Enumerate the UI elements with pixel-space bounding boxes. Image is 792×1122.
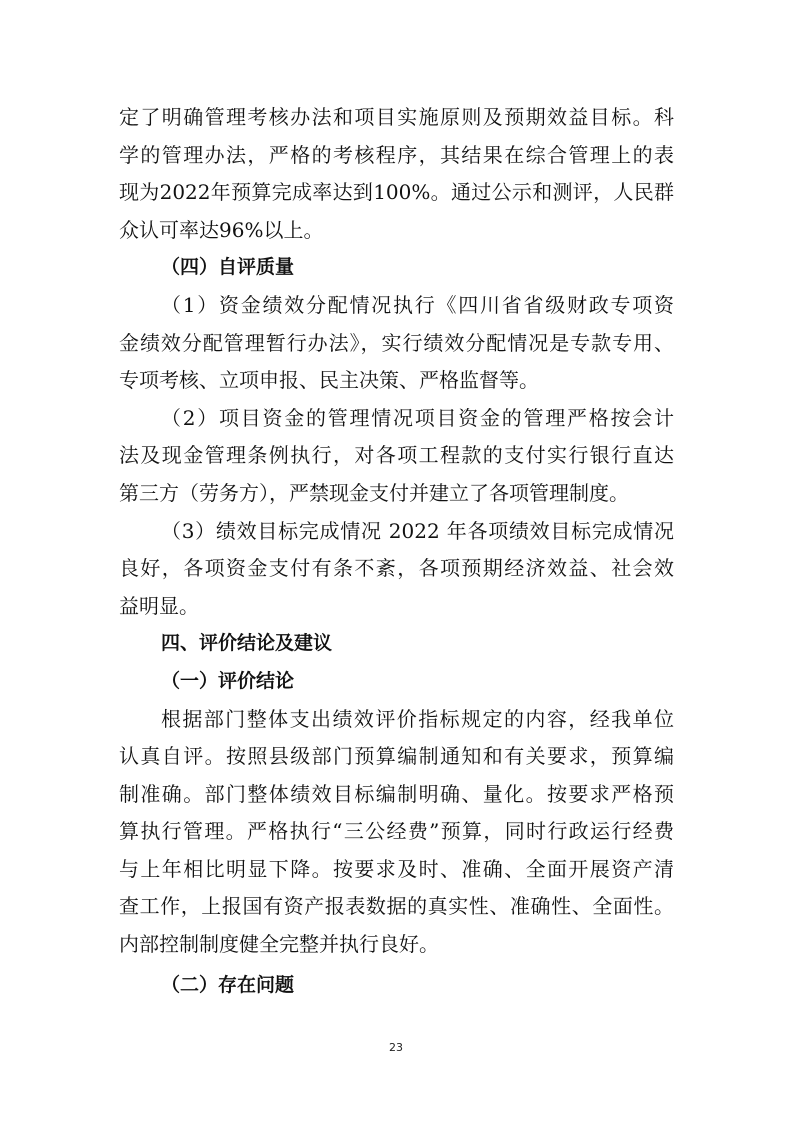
- page-number: 23: [389, 1041, 403, 1054]
- body-line: 认真自评。按照县级部门预算编制通知和有关要求，预算编: [119, 744, 674, 769]
- body-line: 学的管理办法，严格的考核程序，其结果在综合管理上的表: [119, 142, 674, 167]
- body-line: 益明显。: [119, 593, 199, 618]
- body-line: 专项考核、立项申报、民主决策、严格监督等。: [119, 368, 539, 393]
- subsection-heading-evaluation-conclusion: （一）评价结论: [161, 669, 295, 692]
- body-line: 现为2022年预算完成率达到100%。通过公示和测评，人民群: [119, 180, 674, 205]
- body-line: （2）项目资金的管理情况项目资金的管理严格按会计: [161, 405, 674, 430]
- body-line: 查工作，上报国有资产报表数据的真实性、准确性、全面性。: [119, 894, 674, 919]
- body-line: 法及现金管理条例执行，对各项工程款的支付实行银行直达: [119, 443, 674, 468]
- body-line: 内部控制制度健全完整并执行良好。: [119, 932, 439, 957]
- body-line: 众认可率达96%以上。: [119, 217, 324, 242]
- body-line: 与上年相比明显下降。按要求及时、准确、全面开展资产清: [119, 856, 674, 881]
- subsection-heading-existing-problems: （二）存在问题: [161, 973, 295, 996]
- section-heading-conclusions: 四、评价结论及建议: [161, 632, 333, 655]
- body-line: 金绩效分配管理暂行办法》，实行绩效分配情况是专款专用、: [119, 330, 674, 355]
- body-line: 第三方（劳务方），严禁现金支付并建立了各项管理制度。: [119, 480, 629, 505]
- page-body: [119, 99, 674, 1004]
- body-line: （1）资金绩效分配情况执行《四川省省级财政专项资: [161, 292, 674, 317]
- body-line: 定了明确管理考核办法和项目实施原则及预期效益目标。科: [119, 105, 674, 129]
- body-line: 良好，各项资金支付有条不紊，各项预期经济效益、社会效: [119, 556, 674, 581]
- body-line: 根据部门整体支出绩效评价指标规定的内容，经我单位: [161, 706, 674, 731]
- body-line: （3）绩效目标完成情况 2022 年各项绩效目标完成情况: [161, 518, 674, 543]
- section-heading-self-evaluation-quality: （四）自评质量: [161, 256, 295, 279]
- body-line: 算执行管理。严格执行“三公经费”预算，同时行政运行经费: [119, 819, 674, 844]
- body-line: 制准确。部门整体绩效目标编制明确、量化。按要求严格预: [119, 781, 674, 806]
